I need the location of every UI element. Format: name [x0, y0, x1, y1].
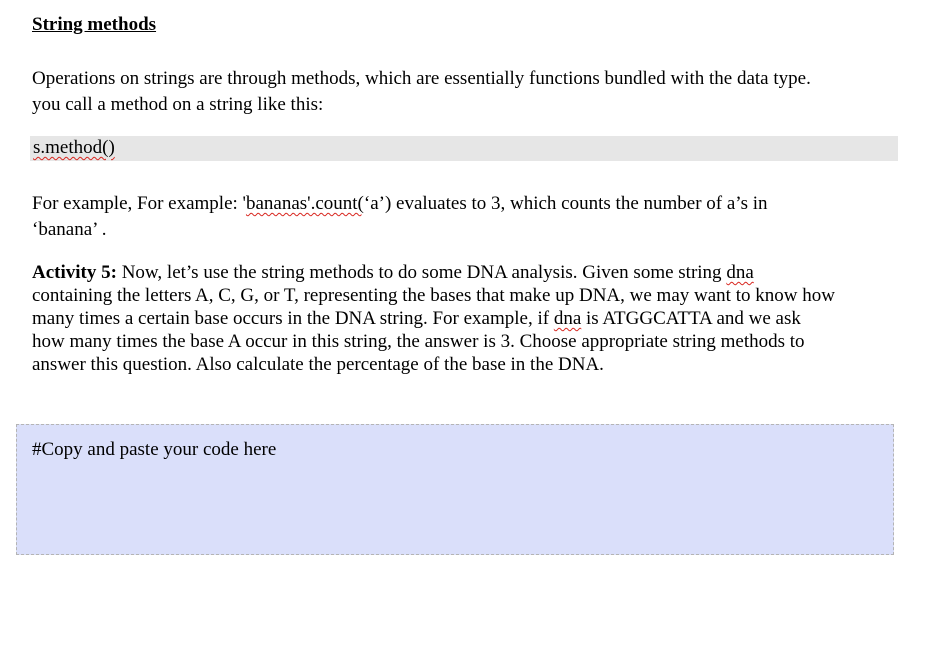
answer-box-text[interactable]: #Copy and paste your code here: [32, 439, 277, 460]
example-paragraph: [32, 191, 768, 243]
activity-word-dna-1: dna: [726, 262, 754, 283]
section-heading: String methods: [32, 14, 157, 35]
example-lead: For example, For example: ': [32, 193, 246, 214]
example-code: bananas'.count(: [245, 193, 364, 214]
intro-line-2: you call a method on a string like this:: [32, 94, 324, 115]
activity-line-2: containing the letters A, C, G, or T, representing the bases that make up DNA, we may want to know how: [32, 285, 835, 306]
activity-line-3a: many times a certain base occurs in the DNA string. For example, if: [32, 308, 554, 329]
code-example-block: [30, 136, 898, 161]
activity-line-1-text: Now, let’s use the string methods to do some DNA analysis. Given some string: [116, 262, 727, 283]
example-tail: ‘a’) evaluates to 3, which counts the number of a’s in: [363, 193, 768, 214]
example-line-1: [32, 191, 768, 217]
activity-label: Activity 5:: [32, 262, 117, 283]
activity-line-5: answer this question. Also calculate the percentage of the base in the DNA.: [32, 354, 604, 375]
activity-line-4: how many times the base A occur in this string, the answer is 3. Choose appropriate string methods to: [32, 331, 805, 352]
example-line-2: ‘banana’ .: [32, 219, 107, 240]
activity-paragraph: [32, 261, 835, 376]
activity-line-3b: is ATGGCATTA and we ask: [581, 308, 801, 329]
code-answer-box[interactable]: [16, 424, 894, 555]
activity-line-1: [32, 261, 835, 284]
code-example-text: s.method(): [33, 137, 115, 158]
activity-line-3: [32, 307, 835, 330]
intro-paragraph: [32, 66, 811, 118]
intro-line-1: Operations on strings are through methods, which are essentially functions bundled with the data type.: [32, 68, 811, 89]
activity-word-dna-2: dna: [553, 308, 582, 329]
